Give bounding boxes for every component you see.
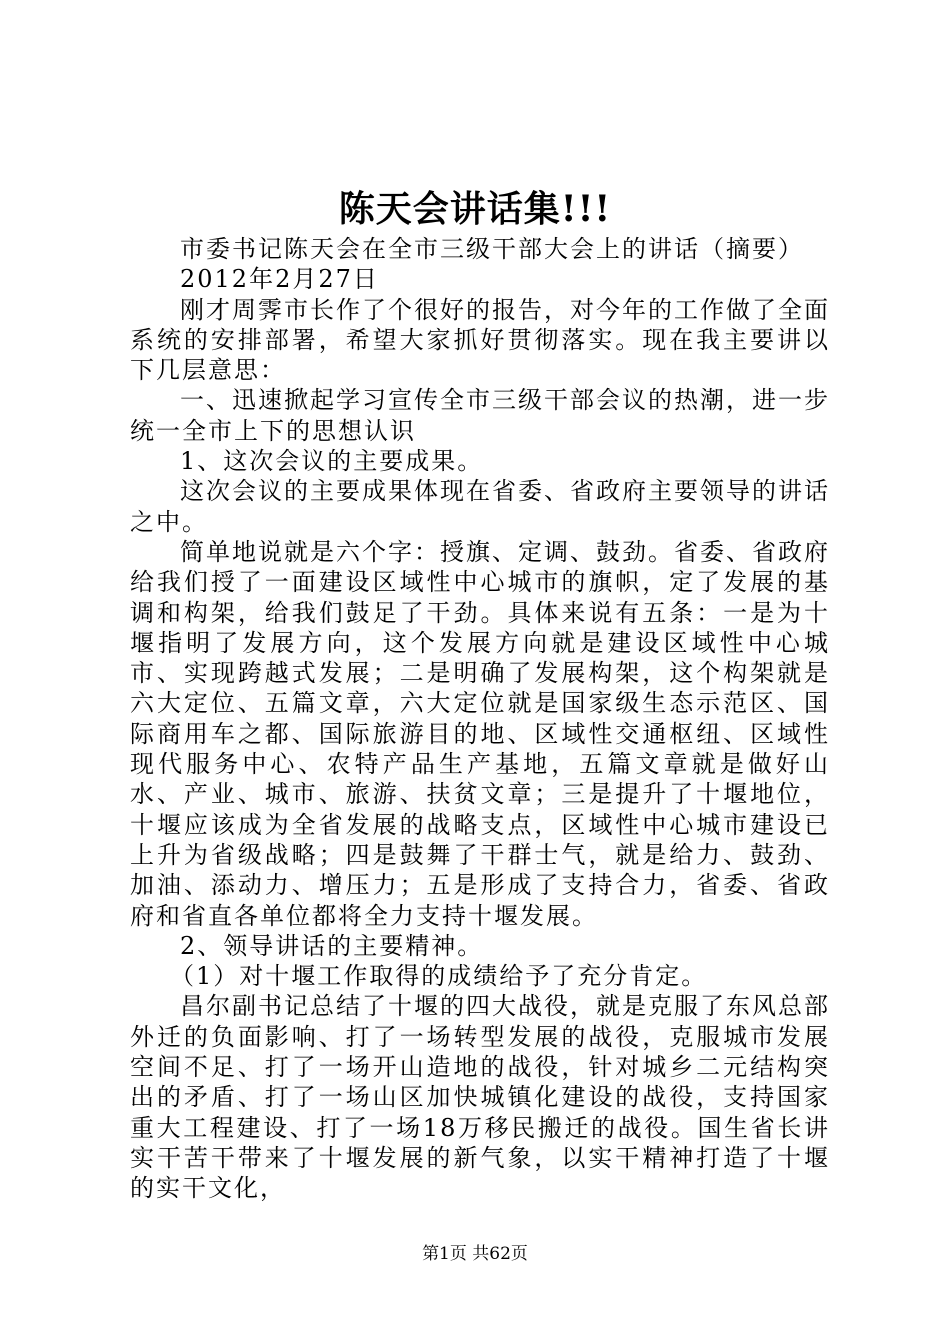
paragraph-opening: 刚才周霁市长作了个很好的报告，对今年的工作做了全面系统的安排部署，希望大家抓好贯彻落实。现在我主要讲以下几层意思：: [130, 295, 830, 385]
subsection-heading-2: 2、领导讲话的主要精神。: [180, 931, 484, 960]
paragraph-four-battles: 昌尔副书记总结了十堰的四大战役，就是克服了东风总部外迁的负面影响、打了一场转型发展的战役，克服城市发展空间不足、打了一场开山造地的战役，针对城乡二元结构突出的矛盾、打了一场山区加快城镇化建设的战役，支持国家重大工程建设、打了一场18万移民搬迁的战役。国生省长讲实干苦干带来了十堰发展的新气象，以实干精神打造了十堰的实干文化，: [130, 992, 830, 1203]
paragraph-six-characters: 简单地说就是六个字：授旗、定调、鼓劲。省委、省政府给我们授了一面建设区域性中心城市的旗帜，定了发展的基调和构架，给我们鼓足了干劲。具体来说有五条：一是为十堰指明了发展方向，这个发展方向就是建设区域性中心城市、实现跨越式发展；二是明确了发展构架，这个构架就是六大定位、五篇文章，六大定位就是国家级生态示范区、国际商用车之都、国际旅游目的地、区域性交通枢纽、区域性现代服务中心、农特产品生产基地，五篇文章就是做好山水、产业、城市、旅游、扶贫文章；三是提升了十堰地位，十堰应该成为全省发展的战略支点，区域性中心城市建设已上升为省级战略；四是鼓舞了干群士气，就是给力、鼓劲、加油、添动力、增压力；五是形成了支持合力，省委、省政府和省直各单位都将全力支持十堰发展。: [130, 537, 830, 930]
page-number: 第1页 共62页: [422, 1244, 528, 1264]
speech-date: 2012年2月27日: [180, 265, 379, 294]
section-heading-1: 一、迅速掀起学习宣传全市三级干部会议的热潮，进一步统一全市上下的思想认识: [130, 386, 830, 445]
point-heading-1: （1）对十堰工作取得的成绩给予了充分肯定。: [170, 962, 708, 991]
document-body: [130, 234, 830, 1204]
paragraph-results: 这次会议的主要成果体现在省委、省政府主要领导的讲话之中。: [130, 477, 830, 536]
subsection-heading-1: 1、这次会议的主要成果。: [180, 447, 484, 476]
speech-heading: 市委书记陈天会在全市三级干部大会上的讲话（摘要）: [180, 235, 804, 263]
document-title: 陈天会讲话集!!!: [338, 188, 612, 230]
